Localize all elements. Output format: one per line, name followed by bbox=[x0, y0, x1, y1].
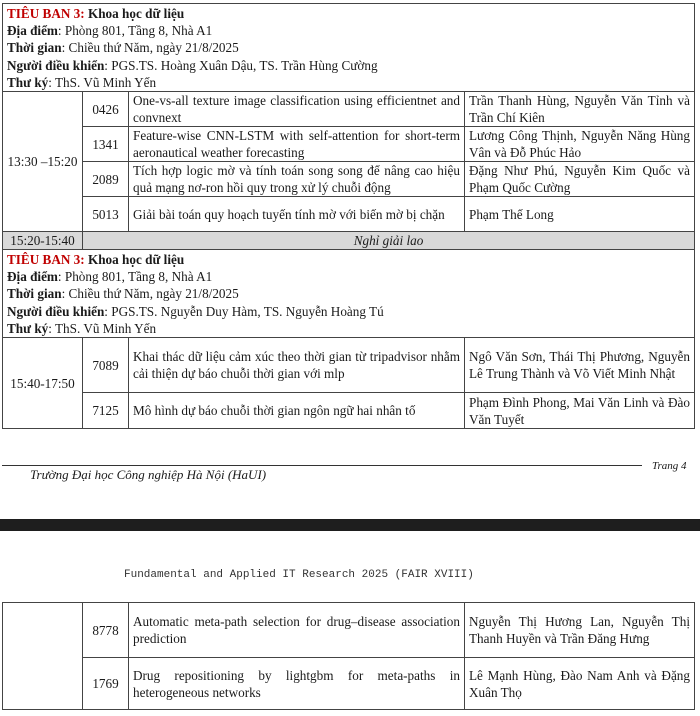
session1-title: Khoa học dữ liệu bbox=[84, 6, 185, 22]
session1-chairs: : PGS.TS. Hoàng Xuân Dậu, TS. Trần Hùng Cường bbox=[104, 57, 378, 73]
session2-chairs: : PGS.TS. Nguyễn Duy Hàm, TS. Nguyễn Hoàng Tú bbox=[104, 303, 384, 319]
footer-university: Trường Đại học Công nghiệp Hà Nội (HaUI) bbox=[30, 467, 267, 482]
session2-chairs-label: Người điều khiển bbox=[7, 303, 105, 319]
table-row bbox=[3, 162, 695, 197]
session1-info bbox=[3, 4, 695, 92]
paper-title: One-vs-all texture image classification using efficientnet and convnext bbox=[129, 92, 465, 127]
footer-rule bbox=[2, 465, 642, 466]
session1-location-label: Địa điểm bbox=[7, 23, 58, 39]
session1-time: : Chiều thứ Năm, ngày 21/8/2025 bbox=[61, 40, 239, 56]
paper-authors: Lương Công Thịnh, Nguyễn Năng Hùng Vân và Đỗ Phúc Hảo bbox=[465, 127, 695, 162]
paper-id: 1769 bbox=[83, 658, 129, 710]
session2-location-label: Địa điểm bbox=[7, 269, 58, 285]
table-row bbox=[3, 393, 695, 429]
paper-title: Giải bài toán quy hoạch tuyến tính mờ với biến mờ bị chặn bbox=[129, 197, 465, 232]
session1-slot: 13:30 –15:20 bbox=[3, 92, 83, 232]
paper-authors: Phạm Đình Phong, Mai Văn Linh và Đào Văn Tuyết bbox=[465, 393, 695, 429]
page-separator bbox=[0, 519, 700, 531]
paper-authors: Trần Thanh Hùng, Nguyễn Văn Tỉnh và Trần Chí Kiên bbox=[465, 92, 695, 127]
session1-secretary-label: Thư ký bbox=[7, 74, 49, 90]
table-row bbox=[3, 92, 695, 127]
paper-authors: Nguyễn Thị Hương Lan, Nguyễn Thị Thanh Huyền và Trần Đăng Hưng bbox=[465, 603, 695, 658]
table-row bbox=[3, 338, 695, 393]
paper-id: 5013 bbox=[83, 197, 129, 232]
paper-title: Feature-wise CNN-LSTM with self-attention for short-term aeronautical weather forecasting bbox=[129, 127, 465, 162]
schedule-table bbox=[2, 3, 695, 429]
paper-title: Tích hợp logic mờ và tính toán song song để nâng cao hiệu quả mạng nơ-ron hồi quy trong xử lý chuỗi động bbox=[129, 162, 465, 197]
session1-time-label: Thời gian bbox=[7, 40, 62, 56]
paper-authors: Ngô Văn Sơn, Thái Thị Phương, Nguyễn Lê Trung Thành và Võ Viết Minh Nhật bbox=[465, 338, 695, 393]
session2-info bbox=[3, 250, 695, 338]
session1-title-label: TIÊU BAN 3: bbox=[7, 6, 85, 22]
break-row bbox=[3, 232, 695, 250]
paper-title: Mô hình dự báo chuỗi thời gian ngôn ngữ hai nhân tố bbox=[129, 393, 465, 429]
session2-time: : Chiều thứ Năm, ngày 21/8/2025 bbox=[61, 286, 239, 302]
break-time: 15:20-15:40 bbox=[3, 232, 83, 250]
session1-location: : Phòng 801, Tầng 8, Nhà A1 bbox=[57, 23, 213, 39]
session2-location: : Phòng 801, Tầng 8, Nhà A1 bbox=[57, 269, 213, 285]
break-label: Nghỉ giải lao bbox=[83, 232, 695, 250]
session2-title: Khoa học dữ liệu bbox=[84, 252, 185, 268]
table-row bbox=[3, 658, 695, 710]
table-row bbox=[3, 603, 695, 658]
next-page-table bbox=[2, 602, 695, 710]
paper-id: 1341 bbox=[83, 127, 129, 162]
slot-cell-empty bbox=[3, 603, 83, 710]
paper-title: Drug repositioning by lightgbm for meta-paths in heterogeneous networks bbox=[129, 658, 465, 710]
session2-title-label: TIÊU BAN 3: bbox=[7, 252, 85, 268]
page-header: Fundamental and Applied IT Research 2025 (FAIR XVIII) bbox=[124, 569, 474, 581]
session1-chairs-label: Người điều khiển bbox=[7, 57, 105, 73]
paper-title: Automatic meta-path selection for drug–disease association prediction bbox=[129, 603, 465, 658]
table-row bbox=[3, 127, 695, 162]
paper-authors: Phạm Thế Long bbox=[465, 197, 695, 232]
paper-id: 7125 bbox=[83, 393, 129, 429]
session2-time-label: Thời gian bbox=[7, 286, 62, 302]
paper-title: Khai thác dữ liệu cảm xúc theo thời gian từ tripadvisor nhằm cải thiện dự báo chuỗi thời gian với mlp bbox=[129, 338, 465, 393]
session2-slot: 15:40-17:50 bbox=[3, 338, 83, 429]
paper-id: 7089 bbox=[83, 338, 129, 393]
paper-id: 0426 bbox=[83, 92, 129, 127]
session2-secretary: : ThS. Vũ Minh Yến bbox=[48, 320, 157, 336]
paper-authors: Lê Mạnh Hùng, Đào Nam Anh và Đặng Xuân Thọ bbox=[465, 658, 695, 710]
session1-secretary: : ThS. Vũ Minh Yến bbox=[48, 74, 157, 90]
page-number: Trang 4 bbox=[652, 460, 687, 472]
paper-authors: Đặng Như Phú, Nguyễn Kim Quốc và Phạm Quốc Cường bbox=[465, 162, 695, 197]
table-row bbox=[3, 197, 695, 232]
session2-secretary-label: Thư ký bbox=[7, 320, 49, 336]
paper-id: 2089 bbox=[83, 162, 129, 197]
paper-id: 8778 bbox=[83, 603, 129, 658]
